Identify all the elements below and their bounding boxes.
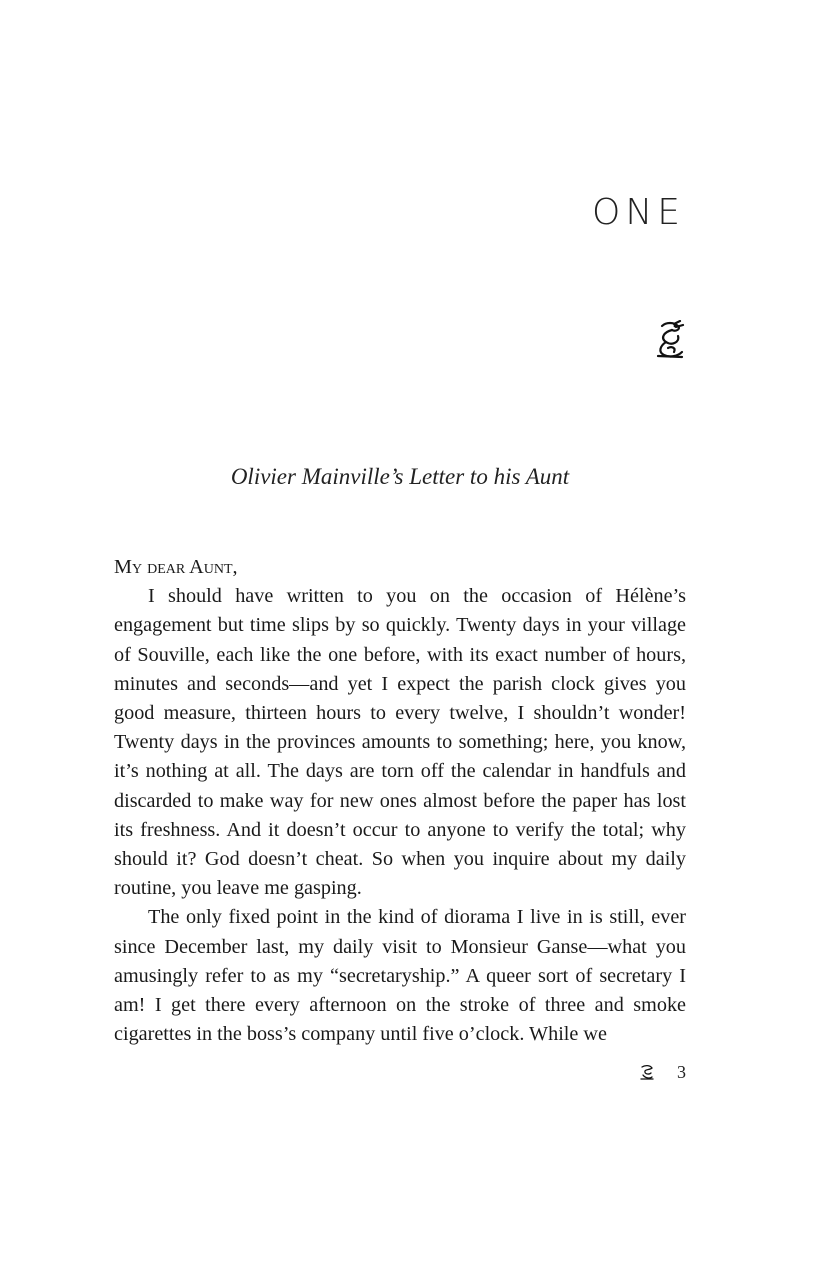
dragon-ornament-icon	[654, 320, 686, 360]
letter-paragraph: The only fixed point in the kind of diorama I live in is still, ever since December last, my daily visit to Monsieur Ganse—what you amusingly refer to as my “secretaryship.” A queer sort of secretary I am! I get there every afternoon on the stroke of three and smoke cigarettes in the boss’s company until five o’clock. While we	[114, 906, 686, 1046]
page-number: 3	[677, 1062, 686, 1082]
letter-paragraph: I should have written to you on the occasion of Hélène’s engagement but time slips by so quickly. Twenty days in your village of Souville, each like the one before, with its exact number of hours, minutes and seconds—and yet I expect the parish clock gives you good measure, thirteen hours to every twelve, I shouldn’t wonder! Twenty days in the provinces amounts to something; here, you know, it’s nothing at all. The days are torn off the calendar in handfuls and discarded to make way for new ones almost before the paper has lost its freshness. And it doesn’t occur to anyone to verify the total; why should it? God doesn’t cheat. So when you inquire about my daily routine, you leave me gasping.	[114, 585, 686, 900]
page-footer	[640, 1062, 686, 1084]
chapter-title: ONE	[591, 192, 685, 233]
letter-body	[114, 553, 686, 1049]
letter-subtitle: Olivier Mainville’s Letter to his Aunt	[230, 464, 570, 489]
letter-salutation: My dear Aunt,	[114, 556, 238, 578]
dragon-ornament-icon	[640, 1064, 654, 1080]
